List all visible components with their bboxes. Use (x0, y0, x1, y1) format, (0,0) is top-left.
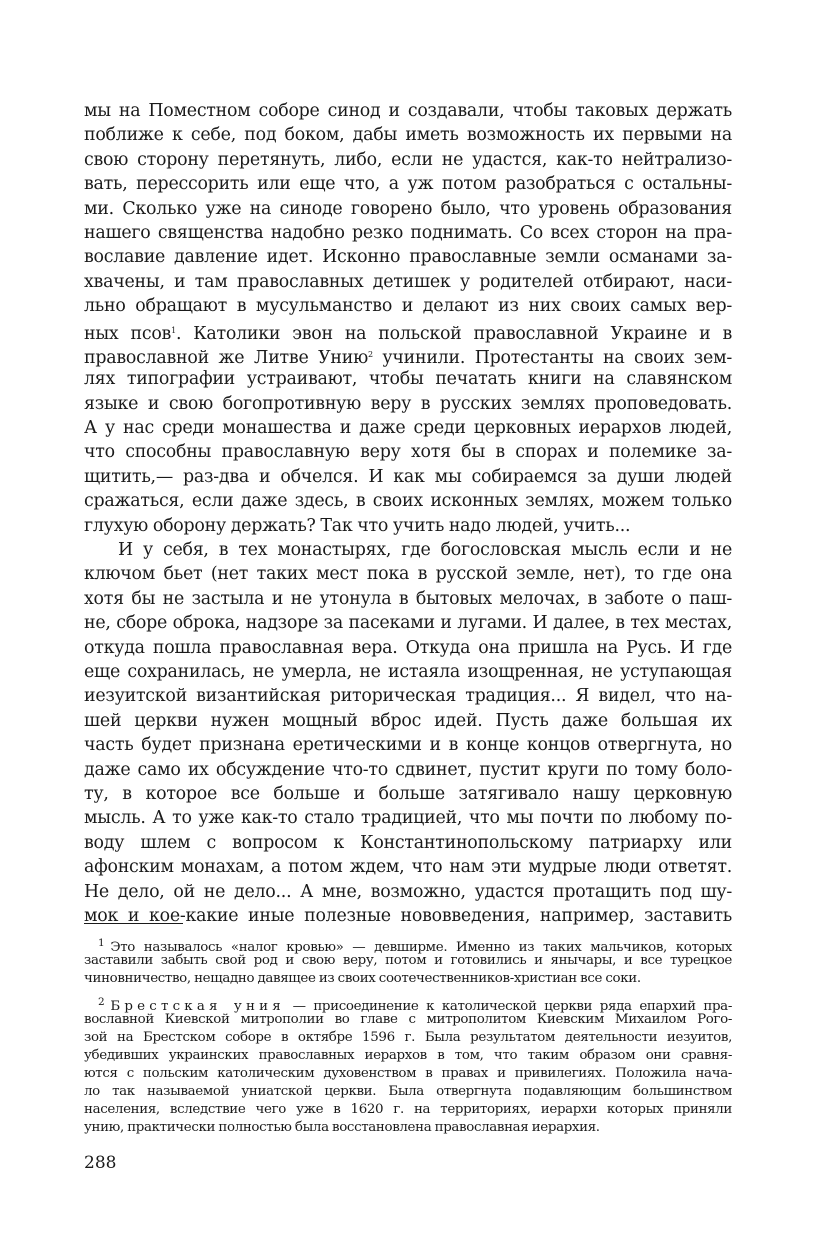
text-line: льно обращают в мусульманство и делают из них своих самых вер- (84, 296, 732, 317)
text-line (84, 319, 732, 343)
footnote-line (84, 934, 732, 955)
text-line: хотя бы не застыла и не утонула в бытовых мелочах, в заботе о паш- (84, 588, 732, 609)
text-line: сражаться, если даже здесь, в своих исконных землях, можем только (84, 491, 732, 512)
footnote-2 (84, 993, 732, 1137)
text-line: хвачены, и там православных детишек у родителей отбирают, наси- (84, 271, 732, 292)
footnote-line: чиновничество, нещадно давящее из своих соотечественников-христиан все соки. (84, 971, 641, 986)
text-line: не, сборе оброка, надзоре за пасеками и лугами. И далее, в тех местах, (84, 613, 732, 634)
paragraph-start-line: И у себя, в тех монастырях, где богословская мысль если и не (118, 540, 732, 561)
text-line: ключом бьет (нет таких мест пока в русской земле, нет), то где она (84, 564, 732, 585)
text-line: даже само их обсуждение что-то сдвинет, пустит круги по тому боло- (84, 759, 732, 780)
text-line: нашего священства надобно резко поднимать. Со всех сторон на пра- (84, 222, 732, 243)
text-segment: учинили. Протестанты на своих зем- (372, 347, 732, 368)
text-line: ту, в которое все больше и больше затягивало нашу церковную (84, 783, 732, 804)
footnote-number: 1 (98, 937, 105, 949)
text-segment: православной же Литве Унию (84, 347, 368, 368)
text-line: Не дело, ой не дело... А мне, возможно, удастся протащить под шу- (84, 881, 732, 902)
footnote-line (84, 993, 732, 1014)
footnote-line: зой на Брестском соборе в октябре 1596 г. Была результатом деятельности иезуитов, (84, 1030, 732, 1045)
text-line: вать, перессорить или еще что, а уж потом разобраться с остальны- (84, 174, 732, 195)
text-line: еще сохранилась, не умерла, не истаяла изощренная, не уступающая (84, 661, 732, 682)
text-line: шей церкви нужен мощный вброс идей. Пусть даже большая их (84, 710, 732, 731)
text-line: иезуитской византийская риторическая традиция... Я видел, что на- (84, 686, 732, 707)
text-line: А у нас среди монашества и даже среди церковных иерархов людей, (84, 418, 732, 439)
text-line (84, 343, 732, 367)
text-line: щитить,— раз-два и обчелся. И как мы собираемся за души людей (84, 466, 732, 487)
footnote-1 (84, 934, 732, 988)
text-line: лях типографии устраивают, чтобы печатать книги на славянском (84, 369, 732, 390)
footnote-line: унию, практически полностью была восстановлена православная иерархия. (84, 1120, 600, 1135)
text-line: часть будет признана еретическими и в конце концов отвергнута, но (84, 735, 732, 756)
text-line: глухую оборону держать? Так что учить надо людей, учить... (84, 515, 631, 536)
text-line: афонским монахам, а потом ждем, что нам эти мудрые люди ответят. (84, 857, 732, 878)
text-segment: — присоединение к католической церкви ряда епархий пра- (284, 999, 732, 1014)
footnote-line: заставили забыть свой род и свою веру, потом и готовились и янычары, и все турецкое (84, 953, 732, 968)
text-line: поближе к себе, под боком, дабы иметь возможность их первыми на (84, 125, 732, 146)
text-line: мысль. А то уже как-то стало традицией, что мы почти по любому по- (84, 808, 732, 829)
text-line: вославие давление идет. Исконно православные земли османами за- (84, 247, 732, 268)
text-line: свою сторону перетянуть, либо, если не удастся, как-то нейтрализо- (84, 149, 732, 170)
page-number: 288 (84, 1153, 117, 1173)
text-line: что способны православную веру хотя бы в спорах и полемике за- (84, 442, 732, 463)
text-line: языке и свою богопротивную веру в русских землях проповедовать. (84, 393, 732, 414)
text-line: мок и кое-какие иные полезные нововведения, например, заставить (84, 905, 732, 926)
footnote-number: 2 (98, 996, 105, 1008)
main-text (84, 99, 732, 928)
footnote-ref-1[interactable]: 1 (171, 325, 176, 335)
footnote-line: населения, вследствие чего уже в 1620 г. на территориях, иерархи которых приняли (84, 1102, 732, 1117)
footnote-ref-2[interactable]: 2 (367, 349, 373, 359)
footnote-line: ло так называемой униатской церкви. Была отвергнута подавляющим большинством (84, 1084, 732, 1099)
text-line: воду шлем с вопросом к Константинопольскому патриарху или (84, 832, 732, 853)
text-line: откуда пошла православная вера. Откуда она пришла на Русь. И где (84, 637, 732, 658)
footnote-term: Брестская уния (110, 999, 285, 1014)
text-line: мы на Поместном соборе синод и создавали, чтобы таковых держать (84, 101, 732, 121)
footnote-line: вославной Киевской митрополии во главе с митрополитом Киевским Михаилом Рого- (84, 1012, 732, 1027)
footnote-separator (84, 923, 183, 924)
footnote-line: ются с польским католическим духовенством в правах и привилегиях. Положила нача- (84, 1066, 732, 1081)
footnotes (84, 934, 732, 1137)
text-segment: Это называлось «налог кровью» — девширме. Именно из таких мальчиков, которых (110, 940, 732, 955)
text-segment: ных псов (84, 323, 172, 344)
text-line: ми. Сколько уже на синоде говорено было, что уровень образования (84, 198, 732, 219)
text-segment: . Католики эвон на польской православной Украине и в (175, 323, 733, 344)
footnote-line: убедивших украинских православных иерархов в том, что таким образом они сравня- (84, 1048, 732, 1063)
